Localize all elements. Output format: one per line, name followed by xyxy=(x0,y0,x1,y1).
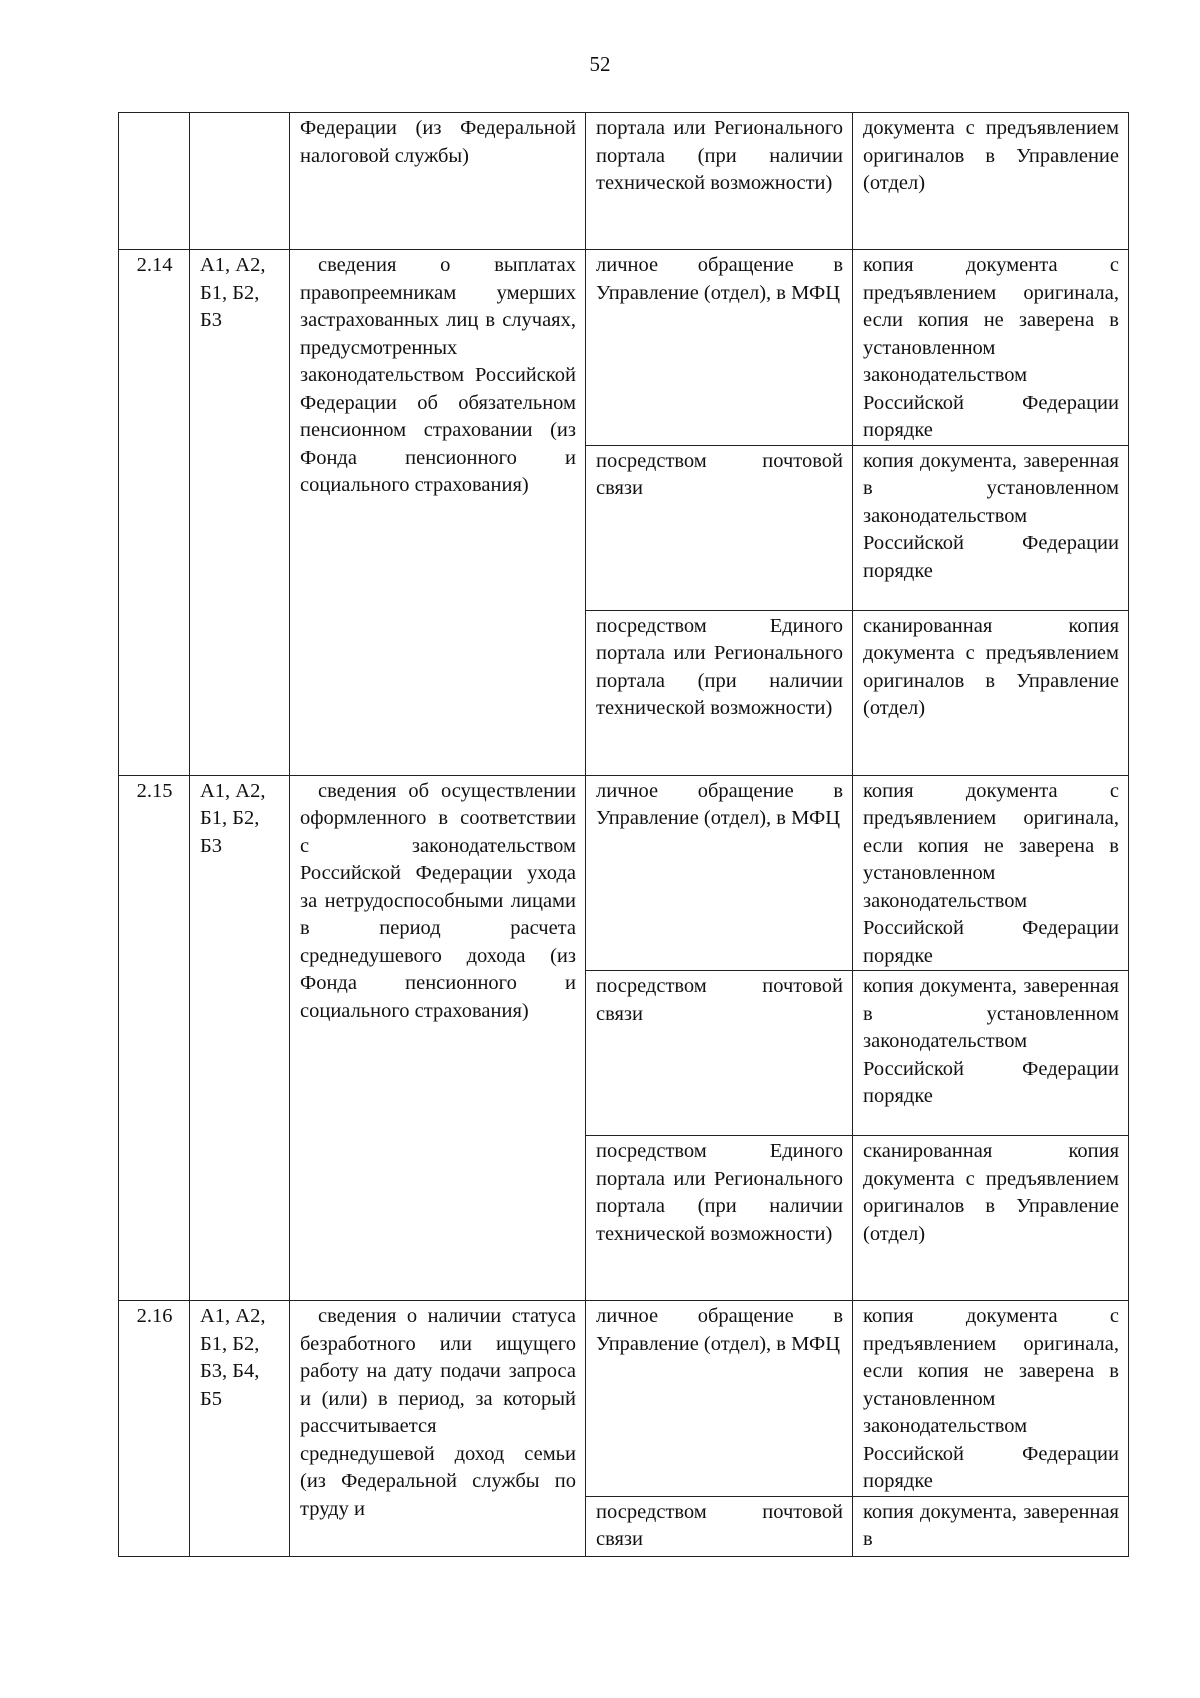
category-codes: А1, А2, Б1, Б2, Б3 xyxy=(190,775,290,1301)
method-cell: посредством почтовой связи xyxy=(586,1496,853,1556)
info-cell: сведения о наличии статуса безработного или ищущего работу на дату подачи запроса и (или) в период, за который рассчитывается среднедушевой доход семьи (из Федеральной службы по труду и xyxy=(290,1301,586,1557)
documents-table xyxy=(118,112,1129,1557)
method-cell: личное обращение в Управление (отдел), в МФЦ xyxy=(586,775,853,971)
method-cell: посредством Единого портала или Регионального портала (при наличии технической возможности) xyxy=(586,610,853,775)
page-number: 52 xyxy=(589,52,611,76)
form-cell: копия документа с предъявлением оригинала, если копия не заверена в установленном законодательством Российской Федерации порядке xyxy=(853,250,1129,446)
method-cell: личное обращение в Управление (отдел), в МФЦ xyxy=(586,250,853,446)
method-cell: личное обращение в Управление (отдел), в МФЦ xyxy=(586,1301,853,1497)
method-cell: портала или Регионального портала (при наличии технической возможности) xyxy=(586,113,853,250)
info-cell: сведения о выплатах правопреемникам умерших застрахованных лиц в случаях, предусмотренных законодательством Российской Федерации об обязательном пенсионном страховании (из Фонда пенсионного и социального страхования) xyxy=(290,250,586,776)
method-cell: посредством почтовой связи xyxy=(586,971,853,1136)
category-codes: А1, А2, Б1, Б2, Б3 xyxy=(190,250,290,776)
table-row xyxy=(119,775,1129,971)
table-row xyxy=(119,113,1129,250)
form-cell: копия документа с предъявлением оригинала, если копия не заверена в установленном законодательством Российской Федерации порядке xyxy=(853,775,1129,971)
form-cell: сканированная копия документа с предъявлением оригиналов в Управление (отдел) xyxy=(853,610,1129,775)
form-cell: копия документа, заверенная в установленном законодательством Российской Федерации порядке xyxy=(853,445,1129,610)
category-codes: А1, А2, Б1, Б2, Б3, Б4, Б5 xyxy=(190,1301,290,1557)
row-number: 2.16 xyxy=(119,1301,190,1557)
form-cell: документа с предъявлением оригиналов в Управление (отдел) xyxy=(853,113,1129,250)
info-cell: сведения об осуществлении оформленного в соответствии с законодательством Российской Федерации ухода за нетрудоспособными лицами в период расчета среднедушевого дохода (из Фонда пенсионного и социального страхования) xyxy=(290,775,586,1301)
category-cell xyxy=(190,113,290,250)
table-row xyxy=(119,250,1129,446)
info-cell: Федерации (из Федеральной налоговой службы) xyxy=(290,113,586,250)
form-cell: сканированная копия документа с предъявлением оригиналов в Управление (отдел) xyxy=(853,1136,1129,1301)
method-cell: посредством Единого портала или Регионального портала (при наличии технической возможности) xyxy=(586,1136,853,1301)
method-cell: посредством почтовой связи xyxy=(586,445,853,610)
row-number: 2.14 xyxy=(119,250,190,776)
table-row xyxy=(119,1301,1129,1497)
form-cell: копия документа, заверенная в установленном законодательством Российской Федерации порядке xyxy=(853,971,1129,1136)
form-cell: копия документа, заверенная в xyxy=(853,1496,1129,1556)
row-number-cell xyxy=(119,113,190,250)
form-cell: копия документа с предъявлением оригинала, если копия не заверена в установленном законодательством Российской Федерации порядке xyxy=(853,1301,1129,1497)
row-number: 2.15 xyxy=(119,775,190,1301)
